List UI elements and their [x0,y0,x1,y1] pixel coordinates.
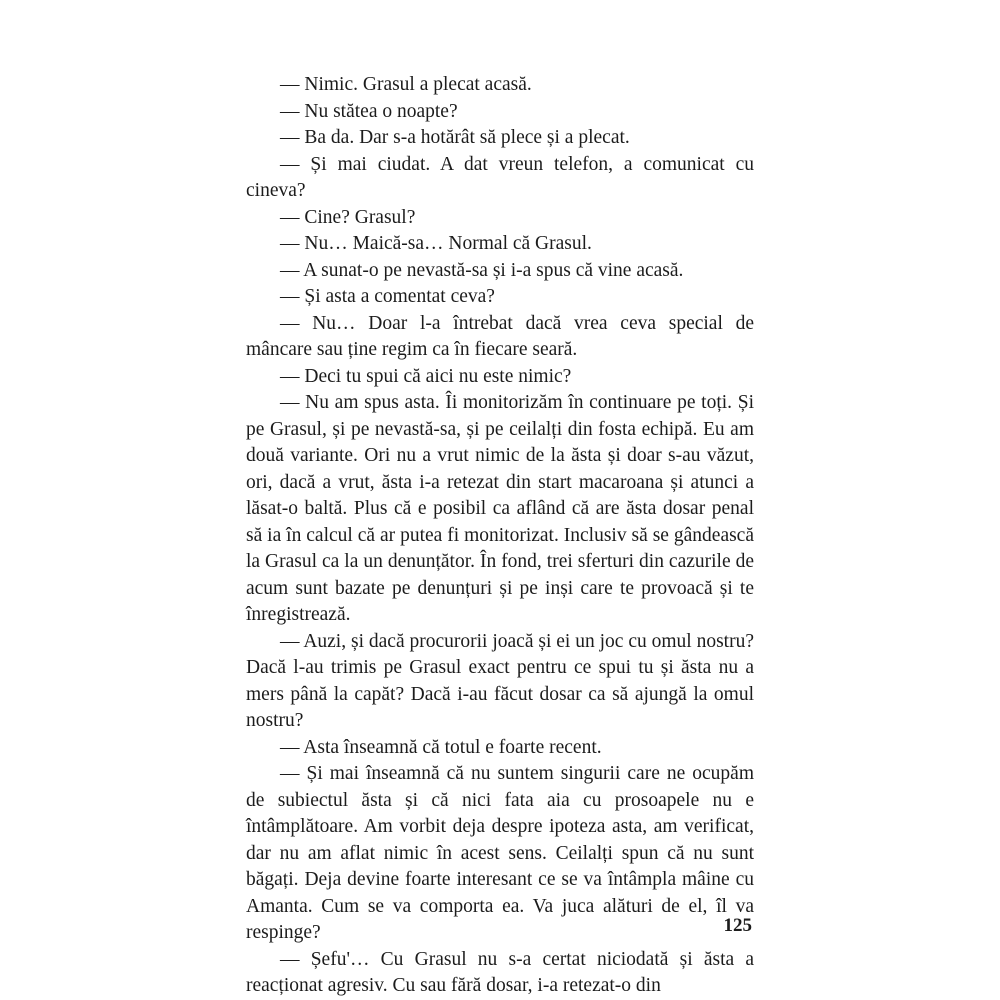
paragraph: — Și mai ciudat. A dat vreun telefon, a comunicat cu cineva? [246,153,754,201]
paragraph: — Deci tu spui că aici nu este nimic? [280,365,572,387]
paragraph: — Și mai înseamnă că nu suntem singurii care ne ocupăm de subiectul ăsta și că nici fata aia cu prosoapele nu e întâmplătoare. Am vorbit deja despre ipoteza asta, am verificat, dar nu am aflat nimic în acest sens. Ceilalți spun că nu sunt băgați. Deja devine foarte interesant ce se va întâmpla mâine cu Amanta. Cum se va comporta ea. Va juca alături de el, îl va respinge? [246,763,754,943]
paragraph: — Asta înseamnă că totul e foarte recent. [280,736,602,758]
paragraph: — Ba da. Dar s-a hotărât să plece și a plecat. [280,127,630,148]
page-number: 125 [723,915,752,936]
paragraph: — Cine? Grasul? [280,206,416,228]
paragraph: — Nu… Maică-sa… Normal că Grasul. [280,233,592,254]
paragraph: — A sunat-o pe nevastă-sa și i-a spus că vine acasă. [280,259,684,281]
paragraph: — Nu stătea o noapte? [280,100,458,122]
paragraph: — Auzi, și dacă procurorii joacă și ei un joc cu omul nostru? Dacă l-au trimis pe Grasul exact pentru ce spui tu și ăsta nu a mers până la capăt? Dacă i-au făcut dosar ca să ajungă la omul nostru? [246,630,754,731]
paragraph: — Și asta a comentat ceva? [280,286,495,307]
paragraph: — Nu… Doar l-a întrebat dacă vrea ceva special de mâncare sau ține regim ca în fiecare seară. [246,312,754,360]
page-text [246,72,754,1000]
paragraph: — Nu am spus asta. Îi monitorizăm în continuare pe toți. Și pe Grasul, și pe nevastă-sa, și pe ceilalți din fosta echipă. Eu am două variante. Ori nu a vrut nimic de la ăsta și doar s-au văzut, ori, dacă a vrut, ăsta i-a retezat din start macaroana și atunci a lăsat-o baltă. Plus că e posibil ca aflând că are ăsta dosar penal să ia în calcul că ar putea fi monitorizat. Inclusiv să se gândească la Grasul ca la un denunțător. În fond, trei sferturi din cazurile de acum sunt bazate pe denunțuri și pe inși care te provoacă și te înregistrează. [246,392,754,625]
paragraph: — Nimic. Grasul a plecat acasă. [280,74,532,95]
paragraph: — Șefu'… Cu Grasul nu s-a certat niciodată și ăsta a reacționat agresiv. Cu sau fără dosar, i-a retezat-o din [246,948,754,996]
